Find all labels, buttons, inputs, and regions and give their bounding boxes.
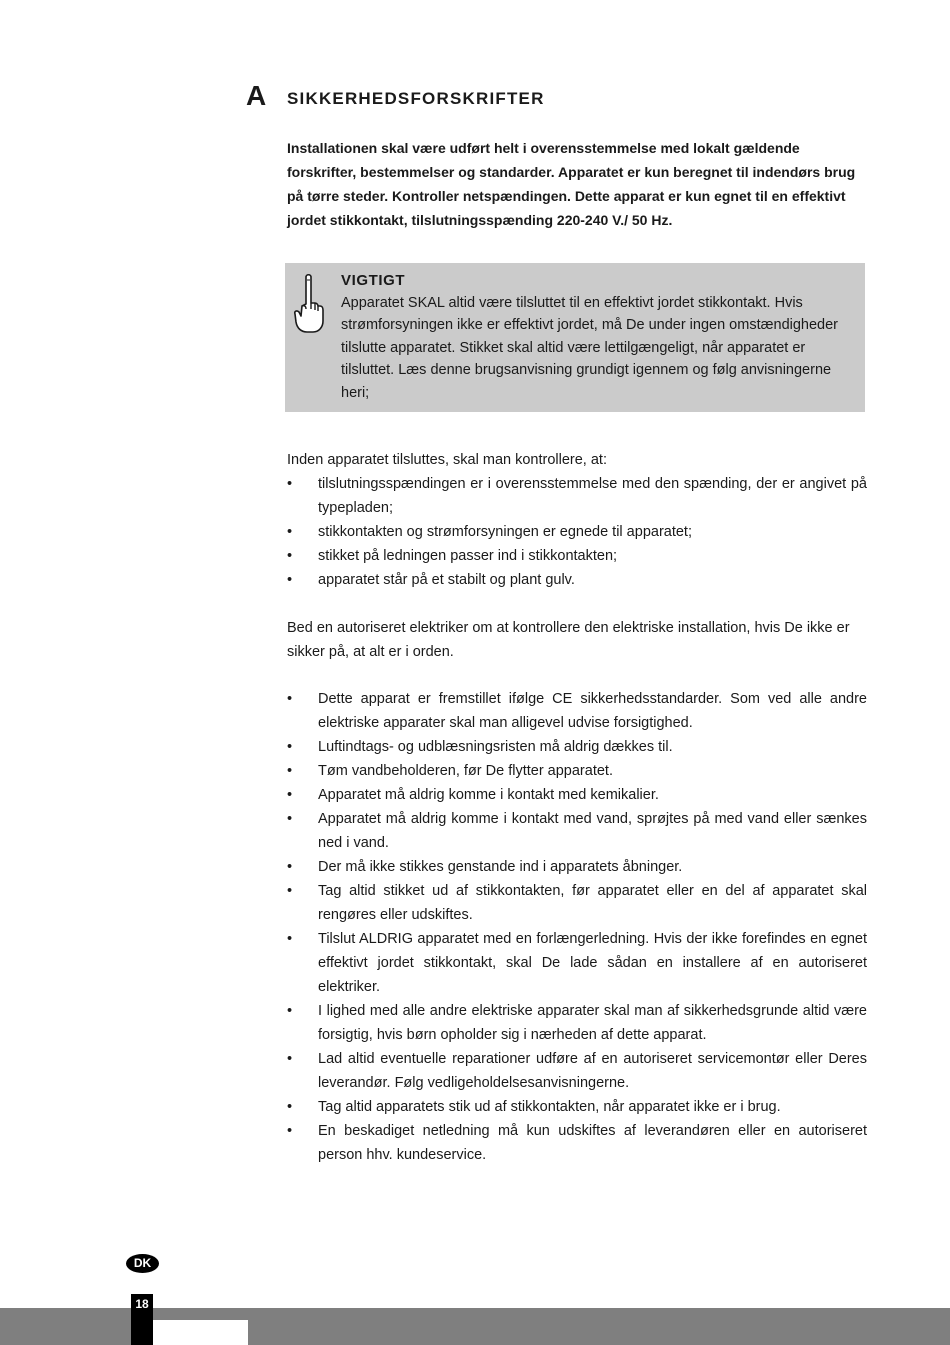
- check-list: [287, 472, 867, 592]
- list-item: • Lad altid eventuelle reparationer udføre af en autoriseret servicemontør eller Deres leverandør. Følg vedligeholdelsesanvisningerne.: [287, 1047, 867, 1095]
- list-item: • stikket på ledningen passer ind i stikkontakten;: [287, 544, 867, 568]
- list-item: • apparatet står på et stabilt og plant gulv.: [287, 568, 867, 592]
- section-title: SIKKERHEDSFORSKRIFTER: [287, 89, 545, 108]
- footer-tab: [153, 1320, 248, 1345]
- list-item: • Dette apparat er fremstillet ifølge CE sikkerhedsstandarder. Som ved alle andre elektriske apparater skal man alligevel udvise forsigtighed.: [287, 687, 867, 735]
- list-item: • En beskadiget netledning må kun udskiftes af leverandøren eller en autoriseret person hhv. kundeservice.: [287, 1119, 867, 1167]
- safety-list: [287, 687, 867, 1167]
- check-intro: Inden apparatet tilsluttes, skal man kontrollere, at:: [287, 452, 607, 468]
- list-item: • Tag altid stikket ud af stikkontakten, før apparatet eller en del af apparatet skal rengøres eller udskiftes.: [287, 879, 867, 927]
- section-letter: A: [246, 80, 267, 111]
- intro-paragraph: Installationen skal være udført helt i overensstemmelse med lokalt gældende forskrifter, bestemmelser og standarder. Apparatet er kun beregnet til indendørs brug på tørre steder. Kontroller netspændingen. Dette apparat er kun egnet til en effektivt jordet stikkontakt, tilslutningsspænding 220-240 V./ 50 Hz.: [287, 140, 856, 228]
- list-item: • Tag altid apparatets stik ud af stikkontakten, når apparatet ikke er i brug.: [287, 1095, 867, 1119]
- list-item: • Tilslut ALDRIG apparatet med en forlængerledning. Hvis der ikke forefindes en egnet effektivt jordet stikkontakt, skal De lade sådan en installere af en autoriseret elektriker.: [287, 927, 867, 999]
- important-notice-box: [285, 263, 865, 412]
- list-item: • Apparatet må aldrig komme i kontakt med kemikalier.: [287, 783, 867, 807]
- electrician-paragraph: Bed en autoriseret elektriker om at kontrollere den elektriske installation, hvis De ikke er sikker på, at alt er i orden.: [287, 620, 850, 660]
- important-title: VIGTIGT: [341, 272, 406, 289]
- check-section: [287, 448, 867, 592]
- list-item: • Der må ikke stikkes genstande ind i apparatets åbninger.: [287, 855, 867, 879]
- list-item: • tilslutningsspændingen er i overensstemmelse med den spænding, der er angivet på typepladen;: [287, 472, 867, 520]
- list-item: • I lighed med alle andre elektriske apparater skal man af sikkerhedsgrunde altid være forsigtig, hvis børn opholder sig i nærheden af dette apparat.: [287, 999, 867, 1047]
- pointing-hand-icon: [293, 273, 325, 335]
- list-item: • Luftindtags- og udblæsningsristen må aldrig dækkes til.: [287, 735, 867, 759]
- list-item: • Tøm vandbeholderen, før De flytter apparatet.: [287, 759, 867, 783]
- language-badge: DK: [126, 1254, 159, 1273]
- important-text: Apparatet SKAL altid være tilsluttet til en effektivt jordet stikkontakt. Hvis strømforsyningen ikke er effektivt jordet, må De under ingen omstændigheder tilslutte apparatet. Stikket skal altid være lettilgængeligt, når apparatet er tilsluttet. Læs denne brugsanvisning grundigt igennem og følg anvisningerne heri;: [341, 295, 839, 401]
- list-item: • stikkontakten og strømforsyningen er egnede til apparatet;: [287, 520, 867, 544]
- list-item: • Apparatet må aldrig komme i kontakt med vand, sprøjtes på med vand eller sænkes ned i vand.: [287, 807, 867, 855]
- page-number: 18: [135, 1297, 149, 1311]
